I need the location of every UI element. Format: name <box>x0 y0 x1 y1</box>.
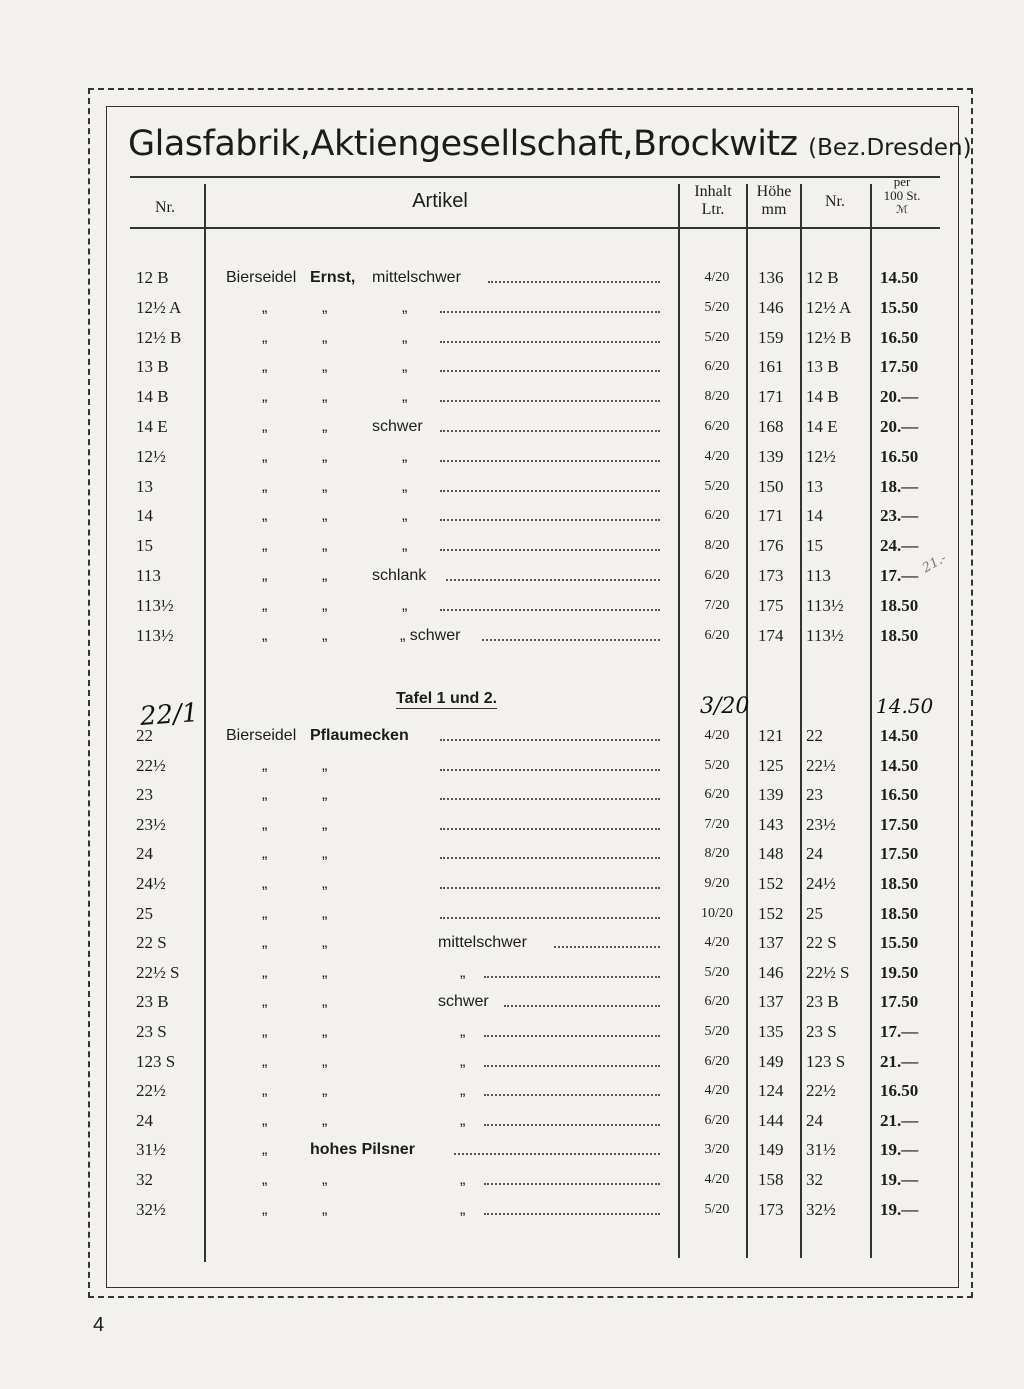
row-artikel-variant: „ <box>402 537 408 555</box>
row-nr: 22½ S <box>136 962 180 982</box>
row-artikel-ditto: „ <box>262 358 268 376</box>
row-inhalt: 6/20 <box>704 787 730 803</box>
row-artikel-model: „ <box>322 358 328 376</box>
leader-dots <box>440 488 660 492</box>
row-artikel-ditto: „ <box>262 904 268 922</box>
row-inhalt: 4/20 <box>704 270 730 285</box>
row-artikel-model: „ <box>322 388 328 406</box>
title-main: Glasfabrik,Aktiengesellschaft,Brockwitz <box>128 124 798 164</box>
row-artikel-model: „ <box>322 1200 328 1218</box>
row-artikel-variant: „ schwer <box>400 626 461 644</box>
leader-dots <box>440 517 660 521</box>
row-inhalt: 4/20 <box>704 935 730 951</box>
row-nr: 22 S <box>136 933 167 953</box>
row-price: 19.— <box>880 1170 919 1189</box>
row-nr2: 14 E <box>806 417 838 436</box>
row-nr: 123 S <box>136 1051 176 1071</box>
row-artikel-name: Bierseidel <box>226 269 297 286</box>
header-hoehe-label: Höhe <box>756 183 792 200</box>
row-artikel-model: „ <box>322 537 328 555</box>
row-artikel-model: „ <box>322 904 328 922</box>
row-artikel-model: „ <box>322 934 328 952</box>
row-hoehe: 149 <box>758 1051 784 1071</box>
row-nr2: 23½ <box>806 814 836 834</box>
leader-dots <box>440 458 660 462</box>
row-inhalt: 6/20 <box>704 994 730 1010</box>
row-nr2: 12½ A <box>806 297 852 317</box>
row-artikel-ditto: „ <box>262 477 268 495</box>
row-inhalt: 6/20 <box>704 1053 730 1069</box>
row-artikel-variant: schwer <box>372 418 423 435</box>
row-nr2: 23 B <box>806 992 839 1012</box>
row-hoehe: 171 <box>758 506 784 526</box>
title-sub: (Bez.Dresden) <box>808 135 972 161</box>
row-hoehe: 136 <box>758 268 784 287</box>
row-nr2: 12½ B <box>806 327 852 347</box>
row-inhalt: 8/20 <box>704 389 730 405</box>
row-inhalt: 5/20 <box>704 1201 730 1217</box>
row-inhalt: 8/20 <box>704 846 730 862</box>
row-inhalt: 3/20 <box>704 1142 730 1158</box>
row-artikel-ditto: „ <box>262 447 268 465</box>
row-artikel-model: „ <box>322 756 328 774</box>
row-hoehe: 135 <box>758 1022 784 1041</box>
row-artikel-variant: schlank <box>372 567 427 584</box>
leader-dots <box>484 1092 660 1096</box>
col-line-2 <box>678 184 680 1258</box>
leader-dots <box>440 607 660 611</box>
row-hoehe: 137 <box>758 992 784 1012</box>
row-hoehe: 168 <box>758 417 784 436</box>
row-artikel-model: „ <box>322 1111 328 1129</box>
row-inhalt: 6/20 <box>704 359 730 375</box>
header-hoehe <box>748 183 800 219</box>
row-price: 17.— <box>880 1022 919 1041</box>
col-line-4 <box>800 184 802 1258</box>
row-nr2: 13 <box>806 476 823 496</box>
row-artikel-variant: „ <box>460 1111 466 1129</box>
row-nr: 15 <box>136 536 153 556</box>
leader-dots <box>440 767 660 771</box>
row-price: 15.50 <box>880 933 919 953</box>
header-per-unit: 100 St. <box>883 188 921 203</box>
row-hoehe: 146 <box>758 962 784 982</box>
row-nr2: 113½ <box>806 625 844 645</box>
row-artikel-ditto: „ <box>262 537 268 555</box>
row-artikel-ditto: „ <box>262 875 268 892</box>
row-price: 19.— <box>880 1140 919 1160</box>
row-price: 14.50 <box>880 726 919 745</box>
row-price: 14.50 <box>880 755 919 775</box>
row-artikel-variant: „ <box>402 388 408 406</box>
row-artikel-ditto: „ <box>262 298 268 316</box>
row-hoehe: 137 <box>758 933 784 953</box>
leader-dots <box>554 944 660 948</box>
row-nr2: 13 B <box>806 357 839 377</box>
row-artikel-variant: „ <box>460 1200 466 1218</box>
row-nr: 113 <box>136 566 161 585</box>
row-price: 19.50 <box>880 962 919 982</box>
row-artikel-variant: mittelschwer <box>438 934 527 952</box>
row-price: 21.— <box>880 1110 919 1130</box>
row-hoehe: 152 <box>758 874 784 893</box>
header-nr: Nr. <box>155 199 175 216</box>
row-hoehe: 148 <box>758 844 784 864</box>
row-nr2: 32 <box>806 1170 823 1189</box>
row-nr: 12½ <box>136 446 166 466</box>
row-nr: 24 <box>136 1110 153 1130</box>
row-artikel-ditto: „ <box>262 596 268 614</box>
leader-dots <box>440 368 660 372</box>
header-rule-top <box>130 176 940 178</box>
handwritten-nr-note: 22/1 <box>139 698 200 732</box>
row-artikel-model: „ <box>322 418 328 435</box>
row-artikel-variant: „ <box>460 1171 466 1188</box>
row-nr: 23 S <box>136 1022 167 1041</box>
row-price: 15.50 <box>880 297 919 317</box>
handwritten-price-note: 14.50 <box>876 694 934 718</box>
row-inhalt: 10/20 <box>701 905 733 921</box>
row-artikel-model: „ <box>322 626 328 644</box>
row-artikel-model: „ <box>322 1052 328 1070</box>
header-nr2: Nr. <box>825 193 845 210</box>
row-nr2: 12 B <box>806 268 839 287</box>
header-inhalt-unit: Ltr. <box>701 201 725 218</box>
row-artikel-ditto: „ <box>262 845 268 863</box>
row-artikel-variant: „ <box>402 447 408 465</box>
header-hoehe-unit: mm <box>761 201 787 218</box>
row-artikel-model: „ <box>322 1023 328 1040</box>
row-artikel-model: „ <box>322 328 328 346</box>
row-hoehe: 139 <box>758 446 784 466</box>
row-artikel-ditto: „ <box>262 1171 268 1188</box>
row-price: 17.— <box>880 566 919 585</box>
row-artikel-model: hohes Pilsner <box>310 1141 415 1159</box>
leader-dots <box>482 637 660 641</box>
row-artikel-ditto: „ <box>262 328 268 346</box>
leader-dots <box>484 974 660 978</box>
row-price: 14.50 <box>880 268 919 287</box>
row-price: 17.50 <box>880 814 919 834</box>
leader-dots <box>440 339 660 343</box>
row-artikel-variant: „ <box>460 1023 466 1040</box>
row-price: 24.— <box>880 536 919 556</box>
header-per-currency: ℳ <box>896 204 908 216</box>
row-price: 18.— <box>880 476 919 496</box>
row-price: 20.— <box>880 387 919 407</box>
leader-dots <box>440 855 660 859</box>
row-artikel-model: „ <box>322 875 328 892</box>
row-artikel-variant: „ <box>460 963 466 981</box>
row-price: 16.50 <box>880 446 919 466</box>
page-title <box>128 124 972 164</box>
row-artikel-variant: „ <box>402 477 408 495</box>
col-line-3 <box>746 184 748 1258</box>
row-nr2: 24 <box>806 1110 823 1130</box>
row-artikel-model: „ <box>322 567 328 584</box>
row-inhalt: 7/20 <box>704 597 730 613</box>
row-nr: 31½ <box>136 1140 166 1160</box>
leader-dots <box>484 1211 660 1215</box>
leader-dots <box>440 428 660 432</box>
header-inhalt-label: Inhalt <box>694 183 732 200</box>
row-nr: 24 <box>136 844 153 864</box>
row-inhalt: 4/20 <box>704 448 730 464</box>
header-per <box>872 175 932 217</box>
row-inhalt: 9/20 <box>704 876 730 891</box>
row-price: 16.50 <box>880 785 919 805</box>
row-hoehe: 152 <box>758 903 784 923</box>
page-number: 4 <box>93 1314 105 1336</box>
row-inhalt: 6/20 <box>704 568 730 583</box>
row-artikel-variant: „ <box>460 1052 466 1070</box>
row-artikel-model: „ <box>322 845 328 863</box>
row-artikel-ditto: „ <box>262 418 268 435</box>
row-artikel-model: „ <box>322 507 328 525</box>
row-inhalt: 4/20 <box>704 1172 730 1187</box>
row-nr2: 24½ <box>806 874 836 893</box>
row-artikel-ditto: „ <box>262 934 268 952</box>
row-price: 23.— <box>880 506 919 526</box>
row-artikel-model: „ <box>322 963 328 981</box>
row-hoehe: 143 <box>758 814 784 834</box>
row-price: 18.50 <box>880 903 919 923</box>
row-hoehe: 146 <box>758 297 784 317</box>
row-nr2: 32½ <box>806 1199 836 1219</box>
row-price: 21.— <box>880 1051 919 1071</box>
leader-dots <box>446 577 660 581</box>
row-artikel-ditto: „ <box>262 786 268 804</box>
row-inhalt: 5/20 <box>704 299 730 315</box>
row-artikel-ditto: „ <box>262 1082 268 1100</box>
row-nr: 22 <box>136 726 153 745</box>
row-nr2: 22½ <box>806 1081 836 1101</box>
row-nr: 23 B <box>136 992 169 1012</box>
row-nr2: 24 <box>806 844 823 864</box>
row-inhalt: 6/20 <box>704 627 730 643</box>
row-artikel-ditto: „ <box>262 567 268 584</box>
row-inhalt: 8/20 <box>704 538 730 554</box>
row-price: 18.50 <box>880 625 919 645</box>
row-artikel-model: „ <box>322 815 328 833</box>
leader-dots <box>504 1003 660 1007</box>
header-per-label: per <box>893 174 911 189</box>
row-artikel-ditto: „ <box>262 815 268 833</box>
row-artikel-ditto: „ <box>262 626 268 644</box>
row-nr: 14 E <box>136 417 168 436</box>
leader-dots <box>440 547 660 551</box>
leader-dots <box>440 826 660 830</box>
leader-dots <box>488 279 660 283</box>
row-nr: 113½ <box>136 595 174 615</box>
leader-dots <box>440 796 660 800</box>
row-artikel-variant: „ <box>460 1082 466 1100</box>
row-nr: 32½ <box>136 1199 166 1219</box>
row-nr2: 25 <box>806 903 823 923</box>
row-artikel-variant: mittelschwer <box>372 269 461 286</box>
row-nr2: 22 S <box>806 933 837 953</box>
leader-dots <box>440 885 660 889</box>
row-inhalt: 5/20 <box>704 478 730 494</box>
header-inhalt <box>680 183 746 219</box>
row-inhalt: 5/20 <box>704 329 730 345</box>
row-artikel-ditto: „ <box>262 963 268 981</box>
col-line-1 <box>204 184 206 1262</box>
row-nr: 12 B <box>136 268 169 287</box>
row-hoehe: 149 <box>758 1140 784 1160</box>
leader-dots <box>484 1181 660 1185</box>
row-hoehe: 124 <box>758 1081 784 1101</box>
row-artikel-ditto: „ <box>262 1052 268 1070</box>
row-hoehe: 173 <box>758 1199 784 1219</box>
row-nr2: 22 <box>806 726 823 745</box>
row-nr2: 12½ <box>806 446 836 466</box>
row-nr: 25 <box>136 903 153 923</box>
leader-dots <box>440 737 660 741</box>
row-artikel-ditto: „ <box>262 1200 268 1218</box>
row-artikel-model: „ <box>322 298 328 316</box>
row-artikel-ditto: „ <box>262 507 268 525</box>
row-nr: 14 B <box>136 387 169 407</box>
row-artikel-model: „ <box>322 1082 328 1100</box>
row-artikel-ditto: „ <box>262 388 268 406</box>
row-hoehe: 171 <box>758 387 784 407</box>
row-artikel-model: „ <box>322 447 328 465</box>
row-inhalt: 5/20 <box>704 757 730 773</box>
row-inhalt: 6/20 <box>704 508 730 524</box>
row-nr2: 22½ S <box>806 962 850 982</box>
row-artikel-ditto: „ <box>262 756 268 774</box>
row-hoehe: 150 <box>758 476 784 496</box>
row-nr2: 31½ <box>806 1140 836 1160</box>
row-artikel-variant: „ <box>402 507 408 525</box>
row-nr2: 113 <box>806 566 831 585</box>
row-nr2: 14 B <box>806 387 839 407</box>
row-nr2: 113½ <box>806 595 844 615</box>
row-price: 16.50 <box>880 327 919 347</box>
row-artikel-model: „ <box>322 1171 328 1188</box>
row-nr2: 23 <box>806 785 823 805</box>
row-inhalt: 4/20 <box>704 728 730 743</box>
section-2-heading: Tafel 1 und 2. <box>396 690 498 707</box>
row-nr2: 23 S <box>806 1022 837 1041</box>
row-artikel-model: Pflaumecken <box>310 727 409 744</box>
row-hoehe: 173 <box>758 566 784 585</box>
row-nr: 23½ <box>136 814 166 834</box>
leader-dots <box>440 398 660 402</box>
row-price: 18.50 <box>880 595 919 615</box>
row-nr2: 14 <box>806 506 823 526</box>
row-hoehe: 125 <box>758 755 784 775</box>
row-artikel-variant: schwer <box>438 993 489 1011</box>
row-artikel-ditto: „ <box>262 1141 268 1159</box>
row-price: 16.50 <box>880 1081 919 1101</box>
row-price: 20.— <box>880 417 919 436</box>
row-nr2: 15 <box>806 536 823 556</box>
row-price: 17.50 <box>880 357 919 377</box>
row-nr: 13 <box>136 476 153 496</box>
row-inhalt: 7/20 <box>704 816 730 832</box>
row-nr: 13 B <box>136 357 169 377</box>
row-nr: 14 <box>136 506 153 526</box>
leader-dots <box>440 915 660 919</box>
row-nr2: 22½ <box>806 755 836 775</box>
row-nr: 32 <box>136 1170 153 1189</box>
row-inhalt: 4/20 <box>704 1083 730 1099</box>
row-artikel-name: Bierseidel <box>226 727 297 744</box>
row-hoehe: 174 <box>758 625 784 645</box>
leader-dots <box>484 1033 660 1037</box>
row-artikel-model: „ <box>322 477 328 495</box>
leader-dots <box>484 1063 660 1067</box>
row-hoehe: 144 <box>758 1110 784 1130</box>
row-nr: 12½ A <box>136 297 182 317</box>
row-nr2: 123 S <box>806 1051 846 1071</box>
row-inhalt: 6/20 <box>704 1112 730 1128</box>
row-price: 18.50 <box>880 874 919 893</box>
row-nr: 22½ <box>136 755 166 775</box>
row-price: 17.50 <box>880 844 919 864</box>
row-nr: 23 <box>136 785 153 805</box>
row-hoehe: 121 <box>758 726 784 745</box>
row-artikel-model: Ernst, <box>310 269 356 286</box>
row-artikel-variant: „ <box>402 358 408 376</box>
row-inhalt: 5/20 <box>704 964 730 980</box>
leader-dots <box>440 309 660 313</box>
row-price: 19.— <box>880 1199 919 1219</box>
row-inhalt: 6/20 <box>704 419 730 434</box>
row-hoehe: 175 <box>758 595 784 615</box>
row-artikel-model: „ <box>322 786 328 804</box>
row-hoehe: 139 <box>758 785 784 805</box>
row-artikel-ditto: „ <box>262 1111 268 1129</box>
col-line-5 <box>870 184 872 1258</box>
row-hoehe: 158 <box>758 1170 784 1189</box>
handwritten-inhalt-note: 3/20 <box>700 694 750 719</box>
row-artikel-ditto: „ <box>262 1023 268 1040</box>
row-artikel-variant: „ <box>402 328 408 346</box>
row-artikel-variant: „ <box>402 596 408 614</box>
row-artikel-variant: „ <box>402 298 408 316</box>
row-hoehe: 176 <box>758 536 784 556</box>
header-artikel: Artikel <box>412 190 468 212</box>
row-price: 17.50 <box>880 992 919 1012</box>
row-artikel-ditto: „ <box>262 993 268 1011</box>
handwritten-margin-note: 21.- <box>919 550 950 577</box>
row-nr: 22½ <box>136 1081 166 1101</box>
leader-dots <box>454 1151 660 1155</box>
row-artikel-model: „ <box>322 993 328 1011</box>
row-nr: 12½ B <box>136 327 182 347</box>
row-nr: 113½ <box>136 625 174 645</box>
row-nr: 24½ <box>136 874 166 893</box>
row-hoehe: 161 <box>758 357 784 377</box>
row-hoehe: 159 <box>758 327 784 347</box>
row-artikel-model: „ <box>322 596 328 614</box>
leader-dots <box>484 1122 660 1126</box>
header-rule-bottom <box>130 227 940 229</box>
row-inhalt: 5/20 <box>704 1024 730 1039</box>
